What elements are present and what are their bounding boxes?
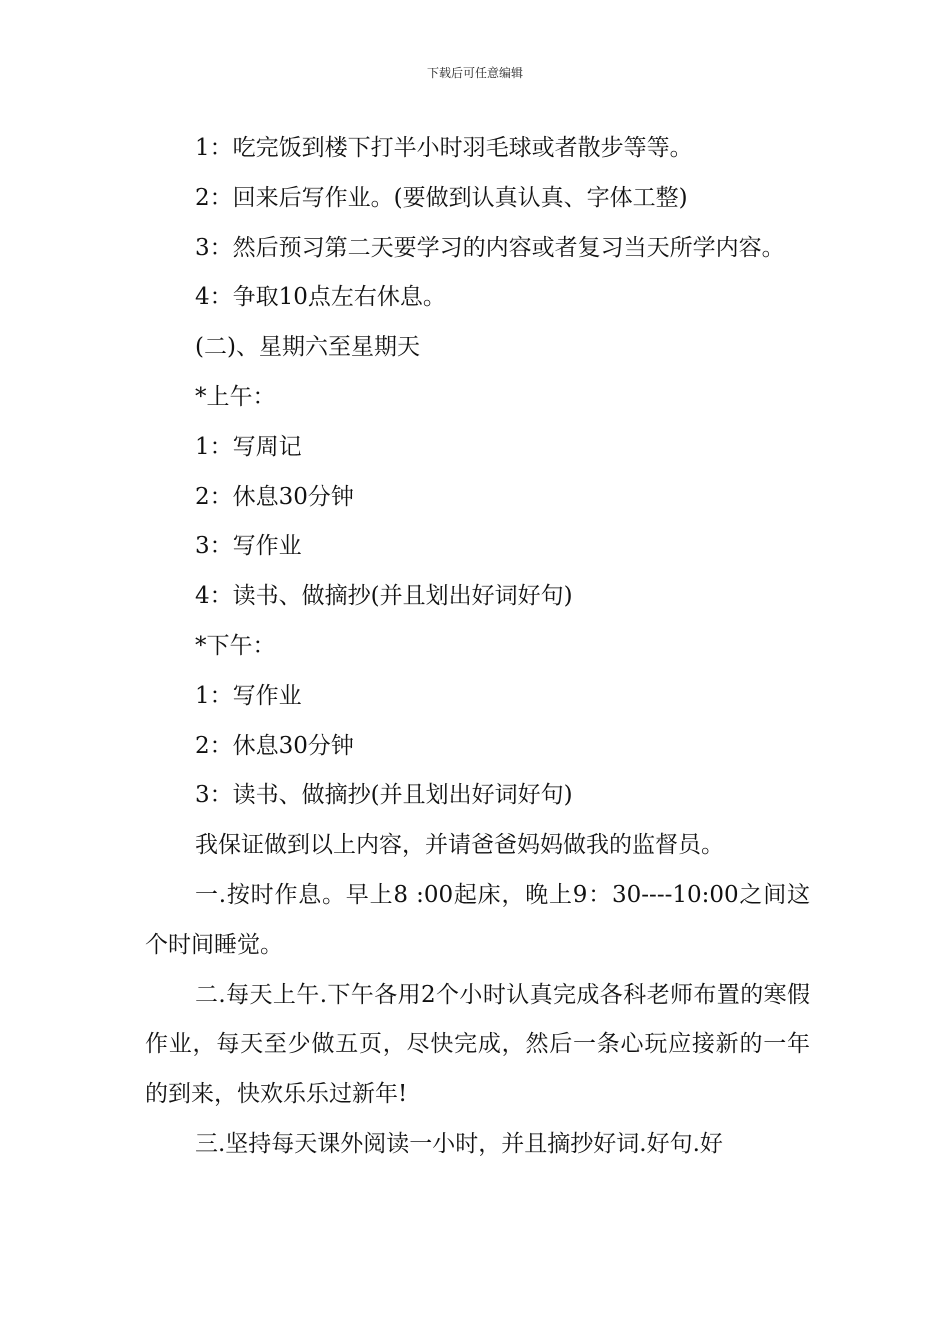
paragraph: 一.按时作息。早上8 :00起床，晚上9：30----10:00之间这个时间睡觉。 xyxy=(145,881,810,958)
paragraph: 4：读书、做摘抄(并且划出好词好句) xyxy=(195,583,573,610)
section-heading: (二)、星期六至星期天 xyxy=(195,334,420,361)
paragraph: 二.每天上午.下午各用2个小时认真完成各科老师布置的寒假作业，每天至少做五页，尽快完成，然后一条心玩应接新的一年的到来，快欢乐乐过新年! xyxy=(145,981,810,1108)
paragraph: 2：回来后写作业。(要做到认真认真、字体工整) xyxy=(195,184,688,211)
paragraph: 三.坚持每天课外阅读一小时，并且摘抄好词.好句.好 xyxy=(195,1130,723,1157)
paragraph: 1：吃完饭到楼下打半小时羽毛球或者散步等等。 xyxy=(195,135,693,161)
paragraph: 3：然后预习第二天要学习的内容或者复习当天所学内容。 xyxy=(195,234,785,261)
paragraph: 我保证做到以上内容，并请爸爸妈妈做我的监督员。 xyxy=(195,832,724,859)
paragraph: 4：争取10点左右休息。 xyxy=(195,284,446,311)
subsection-heading: *上午： xyxy=(195,383,276,410)
paragraph: 2：休息30分钟 xyxy=(195,732,354,759)
paragraph: 3：写作业 xyxy=(195,533,302,560)
paragraph: 2：休息30分钟 xyxy=(195,483,354,510)
paragraph: 1：写周记 xyxy=(195,433,302,460)
document-body xyxy=(145,124,810,1170)
paragraph: 1：写作业 xyxy=(195,682,302,709)
subsection-heading: *下午： xyxy=(195,632,276,659)
paragraph: 3：读书、做摘抄(并且划出好词好句) xyxy=(195,782,573,809)
page-header: 下载后可任意编辑 xyxy=(426,66,523,80)
